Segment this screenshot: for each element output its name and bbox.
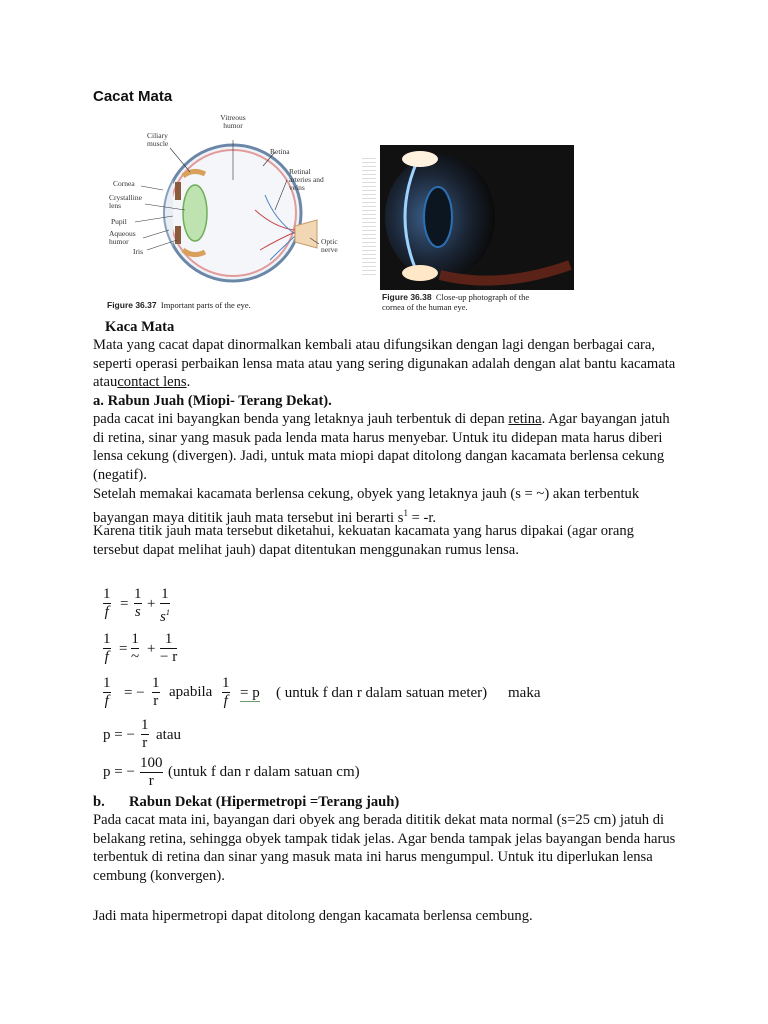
formula3-frac-1f: 1 f [103, 675, 111, 709]
formula1-plus: + [147, 596, 156, 612]
kaca-mata-heading: Kaca Mata [105, 319, 175, 335]
formula4-p-minus: p = − [103, 727, 135, 743]
formula1-frac-1s: 1 s [134, 586, 142, 620]
formula4-atau: atau [156, 727, 181, 743]
formula5-p-minus: p = − [103, 764, 135, 780]
retina-link[interactable]: retina [508, 411, 542, 427]
label-ciliary: Ciliary muscle [147, 131, 169, 148]
section-b-paragraph-2: Jadi mata hipermetropi dapat ditolong dengan kacamata berlensa cembung. [93, 908, 533, 924]
formula3-maka: maka [508, 685, 541, 701]
label-optic: Optic nerve [321, 237, 338, 254]
section-a-paragraph-2: Setelah memakai kacamata berlensa cekung, obyek yang letaknya jauh (s = ~) akan terbentuk bayangan maya dititik jauh mata tersebut ini berarti $s^1 = -r$. [93, 486, 640, 526]
formula2-frac-1f: 1 f [103, 631, 111, 665]
formula5-satuan-cm: (untuk f dan r dalam satuan cm) [168, 764, 360, 780]
formula3-satuan-meter: ( untuk f dan r dalam satuan meter) [276, 685, 488, 701]
formula3-p-equals: = p [240, 685, 260, 701]
kaca-mata-paragraph: Mata yang cacat dapat dinormalkan kembali atau difungsikan dengan lagi dengan berbagai cara, seperti operasi perbaikan lensa mata atau yang sering digunakan adalah dengan alat bantu kacamata ataucontact lens. [93, 337, 676, 391]
formula3-apabila: apabila [169, 684, 213, 700]
formula1-frac-1s1: 1 $s^1$ [160, 586, 170, 625]
label-vitreous: Vitreous humor [220, 113, 246, 130]
label-retinal: Retinal arteries and veins [289, 167, 324, 192]
figure1-caption: Figure 36.37 Important parts of the eye. [107, 300, 251, 310]
contact-lens-link[interactable]: contact lens [117, 374, 187, 391]
cornea-photo [380, 145, 574, 290]
formula2-plus: + [147, 641, 156, 657]
formula1-equals: = [120, 596, 129, 612]
figure2-caption: Figure 36.38 Close-up photograph of the cornea of the human eye. [382, 292, 530, 312]
label-crystalline: Crystalline lens [109, 193, 142, 210]
section-a-paragraph-3: Karena titik jauh mata tersebut diketahui, kekuatan kacamata yang harus dipakai (agar orang tersebut dapat melihat jauh) dapat ditentukan menggunakan rumus lensa. [93, 523, 634, 558]
label-iris: Iris [133, 247, 143, 256]
formula2-frac-1negr: 1 − r [160, 631, 178, 665]
section-b-paragraph-1: Pada cacat mata ini, bayangan dari obyek ang berada dititik dekat mata normal (s=25 cm) jatuh di belakang retina, sehingga obyek tampak tidak jelas. Agar benda tampak jelas bayangan benda harus terbentuk di retina dan sinar yang masuk mata ini harus mengumpul. Untuk itu diperlukan lensa cembung (konvergen). [93, 812, 676, 884]
cornea-photo-figure [358, 145, 558, 315]
section-b-heading: b. Rabun Dekat (Hipermetropi =Terang jauh) [93, 794, 400, 810]
label-retina: Retina [270, 147, 290, 156]
label-cornea: Cornea [113, 179, 135, 188]
formula3-minus: = − [124, 685, 145, 701]
photo-credit-vertical [362, 155, 376, 275]
formula1-frac-1f: 1 f [103, 586, 111, 620]
formula2-frac-1tilde: 1 ~ [131, 631, 140, 665]
formula2-equals: = [119, 641, 128, 657]
section-a-paragraph-1: pada cacat ini bayangkan benda yang letaknya jauh terbentuk di depan retina. Agar bayangan jatuh di retina, sinar yang masuk pada lenda mata harus menyebar. Untuk itu didepan mata harus diberi lensa cekung (divergen). Jadi, untuk mata miopi dapat ditolong dangan kacamata berlensa cekung (negatif). [93, 411, 670, 483]
eye-diagram-figure [105, 110, 350, 310]
formula3-frac-1f-b: 1 f [222, 675, 230, 709]
label-pupil: Pupil [111, 217, 127, 226]
page-title: Cacat Mata [93, 88, 173, 105]
formula4-frac-1r: 1 r [141, 717, 149, 751]
formula5-frac-100r: 100 r [140, 755, 163, 789]
section-a-heading: a. Rabun Juah (Miopi- Terang Dekat). [93, 393, 332, 409]
label-aqueous: Aqueous humor [109, 229, 136, 246]
formula3-frac-1r: 1 r [152, 675, 160, 709]
